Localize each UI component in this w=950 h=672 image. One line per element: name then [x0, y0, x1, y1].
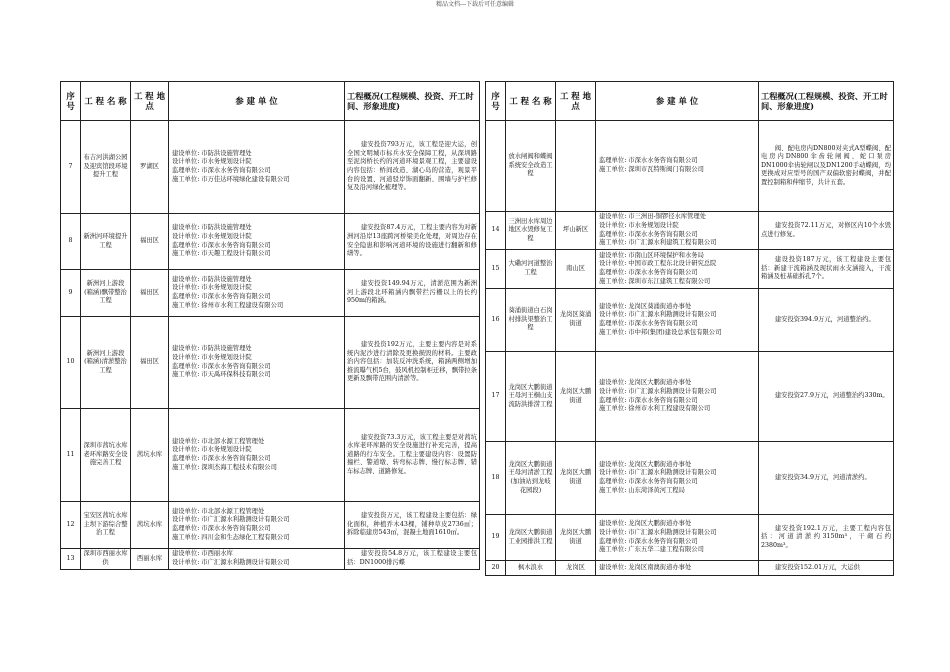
participating-units: [169, 270, 345, 317]
project-site: 福田区: [131, 214, 169, 270]
header-seq: 序号: [486, 82, 506, 121]
unit-line: 建设单位: 龙岗区大鹏街道办事处: [599, 379, 692, 387]
project-table-left: [60, 81, 480, 570]
table-row: [486, 442, 894, 515]
table-row: [486, 561, 894, 576]
row-number: 10: [61, 317, 81, 409]
unit-line: 设计单位: 市广汇源水利勘测设计有限公司: [599, 469, 717, 477]
project-name: 枫木浪水: [506, 561, 556, 576]
unit-line: 建设单位: 龙岗区大鹏街道办事处: [599, 460, 692, 468]
unit-line: 施工单位: 深圳市瓦特斯阀门有限公司: [599, 166, 704, 173]
project-overview: [759, 561, 894, 576]
unit-line: 施工单位: 市天趣工程设计有限公司: [172, 250, 271, 258]
header-name: 工 程 名 称: [81, 82, 131, 121]
project-name: 布吉河洪湖公园及迎宾馆段环境提升工程: [81, 121, 131, 214]
unit-line: 建设单位: 市防洪设施管理处: [172, 224, 252, 232]
unit-line: 设计单位: 市水务规划设计院: [172, 232, 252, 240]
project-name: 大磡河河道整治工程: [506, 250, 556, 289]
overview-text: 建安投资152.01万元，大运供: [774, 563, 860, 571]
unit-line: 监理单位: 市深水水务咨询有限公司: [599, 478, 698, 485]
unit-line: 施工单位: 市天禹环保科技有限公司: [172, 371, 271, 379]
unit-line: 建设单位: 市南山区环境保护和水务局: [599, 251, 704, 259]
overview-text: 阀、配电房内DN800对夹式A型蝶阀、配电房内DN800伞齿轮闸阀、蛇口泵房DN1000伞齿轮闸以及DN1200手动蝶阀，均更换成对应型号的国产双偏软密封蝶阀，并配置控制箱和伸缩节，共计五套。: [761, 144, 891, 186]
unit-line: 监理单位: 市深水水务咨询有限公司: [172, 455, 271, 462]
project-overview: [759, 442, 894, 515]
participating-units: [596, 561, 759, 576]
project-name: 放水闸阀和蝶阀系统安全改造工程: [506, 121, 556, 212]
project-name: 新洲河上游段(箱涵)飘带整治工程: [81, 270, 131, 317]
project-site: 龙岗区大鹏街道: [556, 442, 596, 515]
unit-line: 设计单位: 市水务规划设计院: [172, 446, 252, 454]
row-number: 11: [61, 409, 81, 502]
project-overview: [345, 549, 480, 570]
project-overview: [759, 121, 894, 212]
unit-line: 设计单位: 市广汇源水利勘测设计有限公司: [599, 528, 717, 536]
header-name: 工 程 名 称: [506, 82, 556, 121]
participating-units: [596, 121, 759, 212]
header-units: 参 建 单 位: [169, 82, 345, 121]
overview-text: 建安投资34.9万元，河道清淤约。: [774, 473, 871, 481]
table-header-row: [61, 82, 480, 121]
project-overview: [345, 317, 480, 409]
project-site: 坪山新区: [556, 212, 596, 250]
unit-line: 设计单位: 市广汇源水利勘测设计有限公司: [172, 516, 290, 524]
row-number: [486, 121, 506, 212]
participating-units: [169, 549, 345, 570]
table-body-left: [61, 121, 480, 570]
project-overview: [759, 515, 894, 561]
project-table-right: [485, 81, 894, 576]
unit-line: 监理单位: 市深水水务咨询有限公司: [599, 537, 698, 545]
project-name: 深圳市西丽水库供: [81, 549, 131, 570]
row-number: 19: [486, 515, 506, 561]
participating-units: [596, 250, 759, 289]
participating-units: [169, 409, 345, 502]
table-row: [61, 409, 480, 502]
table-header-row: [486, 82, 894, 121]
header-overview: 工程概况(工程规模、投资、开工时间、形象进度): [345, 82, 480, 121]
table-row: [486, 352, 894, 442]
project-name: 宝安区茜坑水库主坝下游综合整治工程: [81, 502, 131, 549]
row-number: 15: [486, 250, 506, 289]
unit-line: 监理单位: 市深水水务咨询有限公司: [599, 157, 698, 165]
project-name: 三洲田水库周边地区水毁修复工程: [506, 212, 556, 250]
row-number: 9: [61, 270, 81, 317]
unit-line: 监理单位: 市深水水务咨询有限公司: [172, 362, 271, 370]
participating-units: [596, 352, 759, 442]
project-site: 罗湖区: [131, 121, 169, 214]
unit-line: 建设单位: 市防洪设施管理处: [172, 275, 252, 283]
unit-line: 建设单位: 龙岗区葵涌街道办事处: [599, 302, 692, 310]
overview-text: 建安投资73.3万元，该工程主要是对茜坑水库老环库路的安全设施进行补充完善，提高道路的行车安全。工程主要建设内容：设置防撞栏、警道墩、转弯标志牌、慢行标志牌、错车标志牌、道路修复。: [347, 433, 477, 475]
project-site: [556, 121, 596, 212]
project-overview: [345, 121, 480, 214]
project-overview: [345, 409, 480, 502]
overview-text: 建安投资394.9万元，河道整治约。: [774, 315, 875, 323]
overview-text: 建安投资54.8万元，该工程建设主要包括：DN1000排污蝶: [347, 550, 477, 566]
header-overview: 工程概况(工程规模、投资、开工时间、形象进度): [759, 82, 894, 121]
project-overview: [345, 270, 480, 317]
unit-line: 设计单位: 市广汇源水利勘测设计有限公司: [599, 387, 717, 395]
participating-units: [596, 515, 759, 561]
table-row: [486, 212, 894, 250]
project-name: 龙岗区大鹏街道王母河王桐山支流防洪排涝工程: [506, 352, 556, 442]
unit-line: 建设单位: 市西丽水库: [172, 550, 233, 558]
overview-text: 建安投资万元，该工程建设主要包括：绿化面积，种植乔木43棵，铺种草皮2736㎡；拆除临建房543㎡，混凝土地面1610㎡。: [347, 512, 477, 537]
header-units: 参 建 单 位: [596, 82, 759, 121]
table-row: [486, 121, 894, 212]
header-seq: 序号: [61, 82, 81, 121]
participating-units: [596, 442, 759, 515]
unit-line: 建设单位: 市北部水源工程管理处: [172, 437, 265, 445]
table-row: [61, 214, 480, 270]
overview-text: 建安投资192.1万元，主要工程内容包括：河道清淤约3150m³，干砌石约2380m³。: [761, 524, 891, 549]
table-row: [486, 289, 894, 352]
table-row: [486, 250, 894, 289]
unit-line: 监理单位: 市深水水务咨询有限公司: [172, 241, 271, 249]
table-row: [61, 270, 480, 317]
unit-line: 施工单位: 市中邦(集团)建设总承包有限公司: [599, 328, 722, 336]
unit-line: 监理单位: 市深水水务咨询有限公司: [172, 293, 271, 300]
project-overview: [345, 502, 480, 549]
unit-line: 设计单位: 市水务规划设计院: [172, 158, 252, 166]
participating-units: [596, 289, 759, 352]
unit-line: 施工单位: 深圳市东江建筑工程有限公司: [599, 277, 711, 285]
table-row: [61, 121, 480, 214]
header-site: 工 程 地 点: [131, 82, 169, 121]
table-row: [61, 502, 480, 549]
unit-line: 设计单位: 中国市政工程东北设计研究总院: [599, 260, 717, 268]
project-name: 龙岗区大鹏街道工业园排洪工程: [506, 515, 556, 561]
unit-line: 监理单位: 市深水水务咨询有限公司: [599, 396, 698, 404]
unit-line: 设计单位: 市广汇源水利勘测设计有限公司: [172, 559, 290, 566]
unit-line: 建设单位: 市北部水源工程管理处: [172, 507, 265, 515]
project-name: 深圳市茜坑水库老环库路安全设施完善工程: [81, 409, 131, 502]
unit-line: 监理单位: 市深水水务咨询有限公司: [172, 167, 271, 174]
project-site: 龙岗区大鹏街道: [556, 515, 596, 561]
unit-line: 建设单位: 龙岗区南澳街道办事处: [599, 563, 692, 571]
project-site: 茜坑水库: [131, 409, 169, 502]
participating-units: [169, 121, 345, 214]
unit-line: 施工单位: 深圳杰海工程技术有限公司: [172, 463, 277, 471]
project-site: 龙岗区大鹏街道: [556, 352, 596, 442]
table-row: [61, 549, 480, 570]
table-body-right: [486, 121, 894, 576]
project-site: 龙岗区: [556, 561, 596, 576]
unit-line: 施工单位: 四川金和生态绿化工程有限公司: [172, 533, 290, 541]
project-site: 龙岗区葵涌街道: [556, 289, 596, 352]
row-number: 13: [61, 549, 81, 570]
project-name: 葵涌街道白石岗村排洪渠整治工程: [506, 289, 556, 352]
table-row: [61, 317, 480, 409]
overview-text: 建安投资72.11万元，对修区内10个水毁点进行修复。: [761, 221, 891, 238]
project-overview: [759, 212, 894, 250]
unit-line: 设计单位: 市水务规划设计院: [172, 284, 252, 292]
unit-line: 施工单位: 徐州市水利工程建设有限公司: [599, 405, 711, 413]
page-header: 精品文档---下载后可任意编辑: [435, 1, 515, 8]
project-name: 新洲河上游段(箱涵)清淤整治工程: [81, 317, 131, 409]
project-overview: [759, 250, 894, 289]
row-number: 17: [486, 352, 506, 442]
participating-units: [169, 502, 345, 549]
row-number: 8: [61, 214, 81, 270]
overview-text: 建设投资187万元，该工程建设主要包括：新建干流箱涵及现状雨水支涵接入，干流箱涵及桩基础拆孔7个。: [761, 256, 891, 281]
unit-line: 施工单位: 市广汇源水利建筑工程有限公司: [599, 239, 717, 247]
unit-line: 监理单位: 市深水水务咨询有限公司: [599, 230, 698, 238]
row-number: 16: [486, 289, 506, 352]
row-number: 20: [486, 561, 506, 576]
unit-line: 监理单位: 市深水水务咨询有限公司: [599, 269, 698, 276]
unit-line: 施工单位: 山东菏泽黄河工程局: [599, 486, 685, 494]
overview-text: 建安投资149.94万元，清淤范围为新洲河上游段北环箱涵内飘带拦污栅以上的长约950m的箱涵。: [347, 280, 477, 305]
unit-line: 施工单位: 广东五华二建工程有限公司: [599, 546, 704, 554]
row-number: 12: [61, 502, 81, 549]
project-overview: [759, 289, 894, 352]
row-number: 7: [61, 121, 81, 214]
project-site: 茜坑水库: [131, 502, 169, 549]
unit-line: 监理单位: 市深水水务咨询有限公司: [172, 525, 271, 532]
row-number: 14: [486, 212, 506, 250]
project-site: 福田区: [131, 270, 169, 317]
unit-line: 设计单位: 市水务规划设计院: [172, 353, 252, 361]
overview-text: 建安投资87.4万元，工程主要内容为对新洲河沿岸13座跨河桥梁美化处理，对周边存在安全隐患和影响河道环境的设施进行翻新和修缮等。: [347, 224, 477, 258]
unit-line: 监理单位: 市深水水务咨询有限公司: [599, 320, 698, 327]
header-site: 工 程 地 点: [556, 82, 596, 121]
unit-line: 建设单位: 市三洲田-铜锣径水库管理处: [599, 213, 707, 221]
unit-line: 建设单位: 龙岗区大鹏街道办事处: [599, 520, 692, 528]
project-overview: [759, 352, 894, 442]
project-overview: [345, 214, 480, 270]
participating-units: [596, 212, 759, 250]
unit-line: 设计单位: 市广汇源水利勘测设计有限公司: [599, 311, 717, 319]
unit-line: 施工单位: 市万佳达环境绿化建设有限公司: [172, 175, 290, 183]
participating-units: [169, 214, 345, 270]
table-row: [486, 515, 894, 561]
project-name: 龙岗区大鹏街道王母河清淤工程(加油站到龙岐花园段): [506, 442, 556, 515]
project-name: 新洲河环境提升工程: [81, 214, 131, 270]
overview-text: 建安投资192万元，主要主要内容是对系统内泥沙进行清除及更换损毁的材料。主要政治内容包括：加装反冲洗系统，箱涵两侧增加推流曝气机5台，鼓风机控制柜迁移，飘带拉条更新及飘带范围内清淤等。: [347, 341, 477, 383]
unit-line: 建设单位: 市防洪设施管理处: [172, 345, 252, 353]
unit-line: 建设单位: 市防洪设施管理处: [172, 149, 252, 157]
unit-line: 施工单位: 徐州市水利工程建设有限公司: [172, 301, 284, 309]
overview-text: 建安投资27.9万元，河道整治约330m。: [774, 392, 889, 400]
project-site: 福田区: [131, 317, 169, 409]
project-site: 西丽水库: [131, 549, 169, 570]
overview-text: 建安投资793万元，该工程是迎大运，创全国文明城市标兵水安全保障工程，从深圳路至泥岗桥长约的河道环境景观工程，主要建设内容包括：桥间改造、湖心岛的营造，观景平台的设置、河道驳岸饰面翻新、围墙与护栏修复及沿河绿化梳理等。: [347, 141, 477, 192]
row-number: 18: [486, 442, 506, 515]
unit-line: 设计单位: 市水务规划设计院: [599, 221, 679, 229]
participating-units: [169, 317, 345, 409]
project-site: 南山区: [556, 250, 596, 289]
